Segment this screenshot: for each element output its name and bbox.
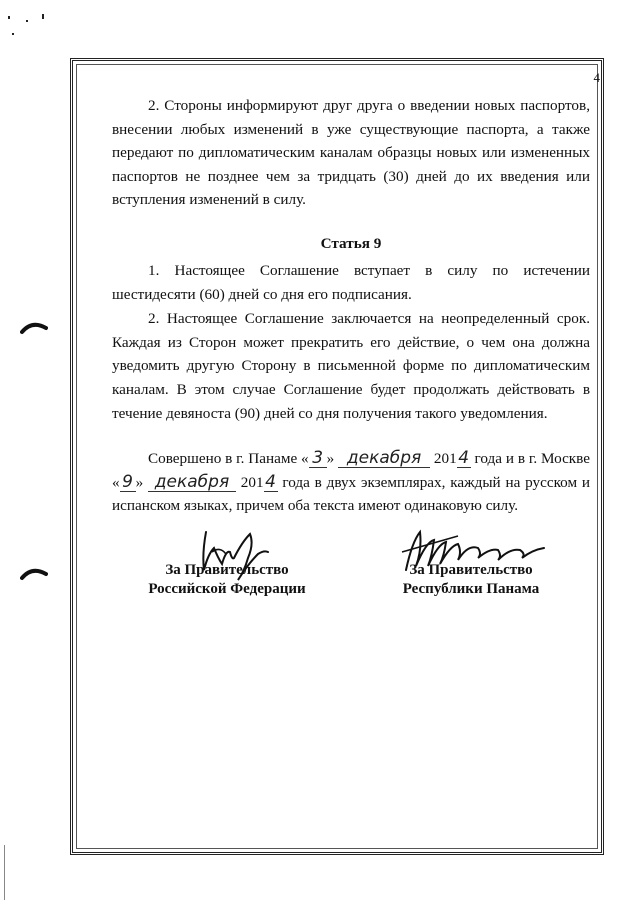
scan-edge-line (4, 845, 5, 900)
handwritten-month-2: декабря (148, 474, 236, 492)
scan-speck (12, 33, 14, 35)
paragraph-passports (112, 94, 590, 212)
signature-left-line-1: За Правительство (165, 562, 289, 578)
done-clause-part5: » (135, 473, 144, 491)
handwritten-year-digit-2: 4 (265, 471, 276, 492)
done-clause-year-prefix-1: 201 (433, 450, 457, 467)
done-clause-part2: » (326, 450, 335, 467)
scan-speck (26, 20, 28, 22)
signature-left-line-2: Российской Федерации (148, 581, 306, 597)
signature-right-line-1: За Правительство (409, 562, 533, 578)
article-body (112, 259, 590, 425)
done-clause-part1: Совершено в г. Панаме « (148, 450, 309, 467)
done-clause-part6: года в двух экземплярах, каждый на русском и испанском языках, причем оба текста имеют одинаковую силу. (112, 473, 591, 515)
done-clause-text (112, 447, 590, 518)
binding-mark (20, 318, 48, 338)
handwritten-day-1: 3 (309, 450, 327, 468)
done-clause (112, 447, 590, 518)
article-paragraph-1: 1. Настоящее Соглашение вступает в силу по истечении шестидесяти (60) дней со дня его подписания. (112, 262, 590, 303)
handwritten-year-digit-1: 4 (458, 448, 470, 468)
done-clause-year-prefix-2: 201 (240, 473, 264, 491)
signature-caption-right (376, 561, 566, 599)
done-clause-part3: года и в г. Москве (474, 450, 591, 467)
page-number: 4 (593, 70, 600, 85)
binding-mark (20, 564, 48, 584)
scan-speck (8, 16, 10, 19)
signature-right-line-2: Республики Панама (402, 581, 540, 597)
done-clause-part4: « (112, 473, 120, 491)
handwritten-month-1: декабря (338, 450, 430, 468)
article-heading: Статья 9 (320, 235, 382, 252)
scan-speck (42, 14, 44, 19)
paragraph-text: 2. Стороны информируют друг друга о введении новых паспортов, внесении любых изменений в уже существующие паспорта, а также передают по дипломатическим каналам образцы новых или измененных паспортов не позднее чем за тридцать (30) дней до их введения или вступления изменений в силу. (112, 97, 590, 209)
signature-caption-left (132, 561, 322, 599)
article-paragraph-2: 2. Настоящее Соглашение заключается на неопределенный срок. Каждая из Сторон может прекратить его действие, о чем она должна уведомить другую Сторону в письменной форме по дипломатическим каналам. В этом случае Соглашение будет продолжать действовать в течение девяноста (90) дней со дня получения такого уведомления. (112, 310, 590, 422)
handwritten-day-2: 9 (120, 474, 136, 492)
